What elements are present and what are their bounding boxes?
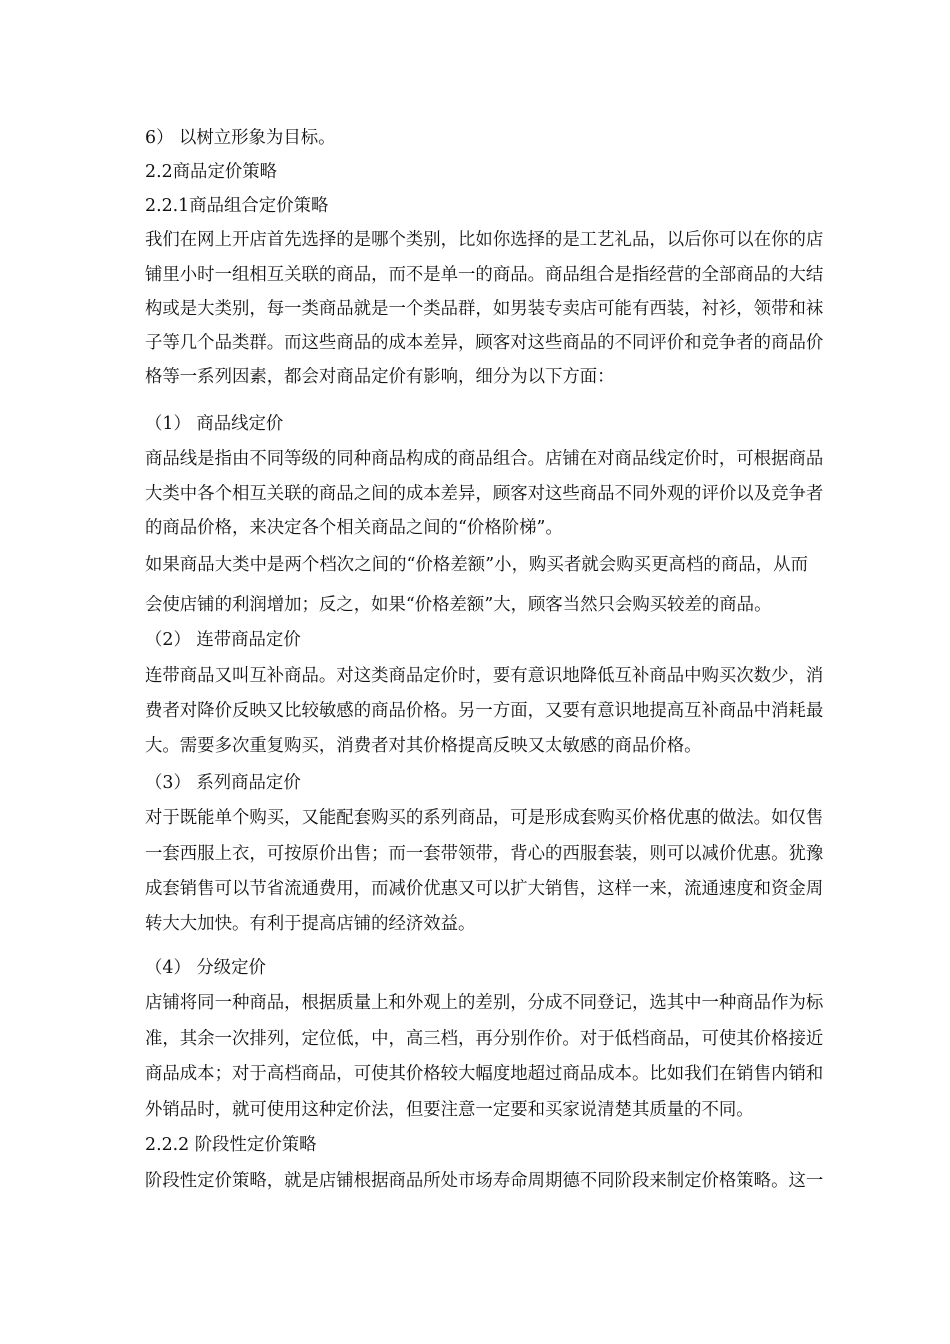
section-heading: 2.2.1商品组合定价策略 xyxy=(145,196,329,216)
paragraph-line: 店铺将同一种商品，根据质量上和外观上的差别，分成不同登记，选其中一种商品作为标 xyxy=(145,993,824,1013)
paragraph-line: 转大大加快。有利于提高店铺的经济效益。 xyxy=(145,914,476,934)
subsection-heading: （4） 分级定价 xyxy=(145,958,266,978)
paragraph-line: 如果商品大类中是两个档次之间的“价格差额”小，购买者就会购买更高档的商品，从而 xyxy=(145,555,808,575)
subsection-heading: 6） 以树立形象为目标。 xyxy=(145,128,336,148)
paragraph-line: 阶段性定价策略，就是店铺根据商品所处市场寿命周期德不同阶段来制定价格策略。这一 xyxy=(145,1171,824,1191)
subsection-heading: （1） 商品线定价 xyxy=(145,414,284,434)
paragraph-line: 大类中各个相互关联的商品之间的成本差异，顾客对这些商品不同外观的评价以及竞争者 xyxy=(145,484,824,504)
paragraph-line: 商品线是指由不同等级的同种商品构成的商品组合。店铺在对商品线定价时，可根据商品 xyxy=(145,449,824,469)
paragraph-line: 构或是大类别，每一类商品就是一个类品群，如男装专卖店可能有西装，衬衫，领带和袜 xyxy=(145,299,824,319)
paragraph-line: 外销品时，就可使用这种定价法，但要注意一定要和买家说清楚其质量的不同。 xyxy=(145,1100,754,1120)
paragraph-line: 的商品价格，来决定各个相关商品之间的“价格阶梯”。 xyxy=(145,518,563,538)
subsection-heading: （2） 连带商品定价 xyxy=(145,630,301,650)
paragraph-line: 对于既能单个购买，又能配套购买的系列商品，可是形成套购买价格优惠的做法。如仅售 xyxy=(145,808,824,828)
paragraph-line: 格等一系列因素，都会对商品定价有影响，细分为以下方面： xyxy=(145,367,615,387)
subsection-heading: （3） 系列商品定价 xyxy=(145,773,301,793)
paragraph-line: 连带商品又叫互补商品。对这类商品定价时，要有意识地降低互补商品中购买次数少，消 xyxy=(145,666,824,686)
paragraph-line: 成套销售可以节省流通费用，而减价优惠又可以扩大销售，这样一来，流通速度和资金周 xyxy=(145,879,824,899)
paragraph-line: 准，其余一次排列，定位低，中，高三档，再分别作价。对于低档商品，可使其价格接近 xyxy=(145,1029,824,1049)
paragraph-line: 子等几个品类群。而这些商品的成本差异，顾客对这些商品的不同评价和竞争者的商品价 xyxy=(145,333,824,353)
paragraph-line: 我们在网上开店首先选择的是哪个类别，比如你选择的是工艺礼品，以后你可以在你的店 xyxy=(145,230,824,250)
paragraph-line: 会使店铺的利润增加；反之，如果“价格差额”大，顾客当然只会购买较差的商品。 xyxy=(145,595,772,615)
paragraph-line: 大。需要多次重复购买，消费者对其价格提高反映又太敏感的商品价格。 xyxy=(145,736,702,756)
paragraph-line: 商品成本；对于高档商品，可使其价格较大幅度地超过商品成本。比如我们在销售内销和 xyxy=(145,1064,824,1084)
section-heading: 2.2.2 阶段性定价策略 xyxy=(145,1135,317,1155)
paragraph-line: 一套西服上衣，可按原价出售；而一套带领带，背心的西服套装，则可以减价优惠。犹豫 xyxy=(145,844,824,864)
paragraph-line: 费者对降价反映又比较敏感的商品价格。另一方面，又要有意识地提高互补商品中消耗最 xyxy=(145,701,824,721)
section-heading: 2.2商品定价策略 xyxy=(145,162,278,182)
paragraph-line: 铺里小时一组相互关联的商品，而不是单一的商品。商品组合是指经营的全部商品的大结 xyxy=(145,265,824,285)
